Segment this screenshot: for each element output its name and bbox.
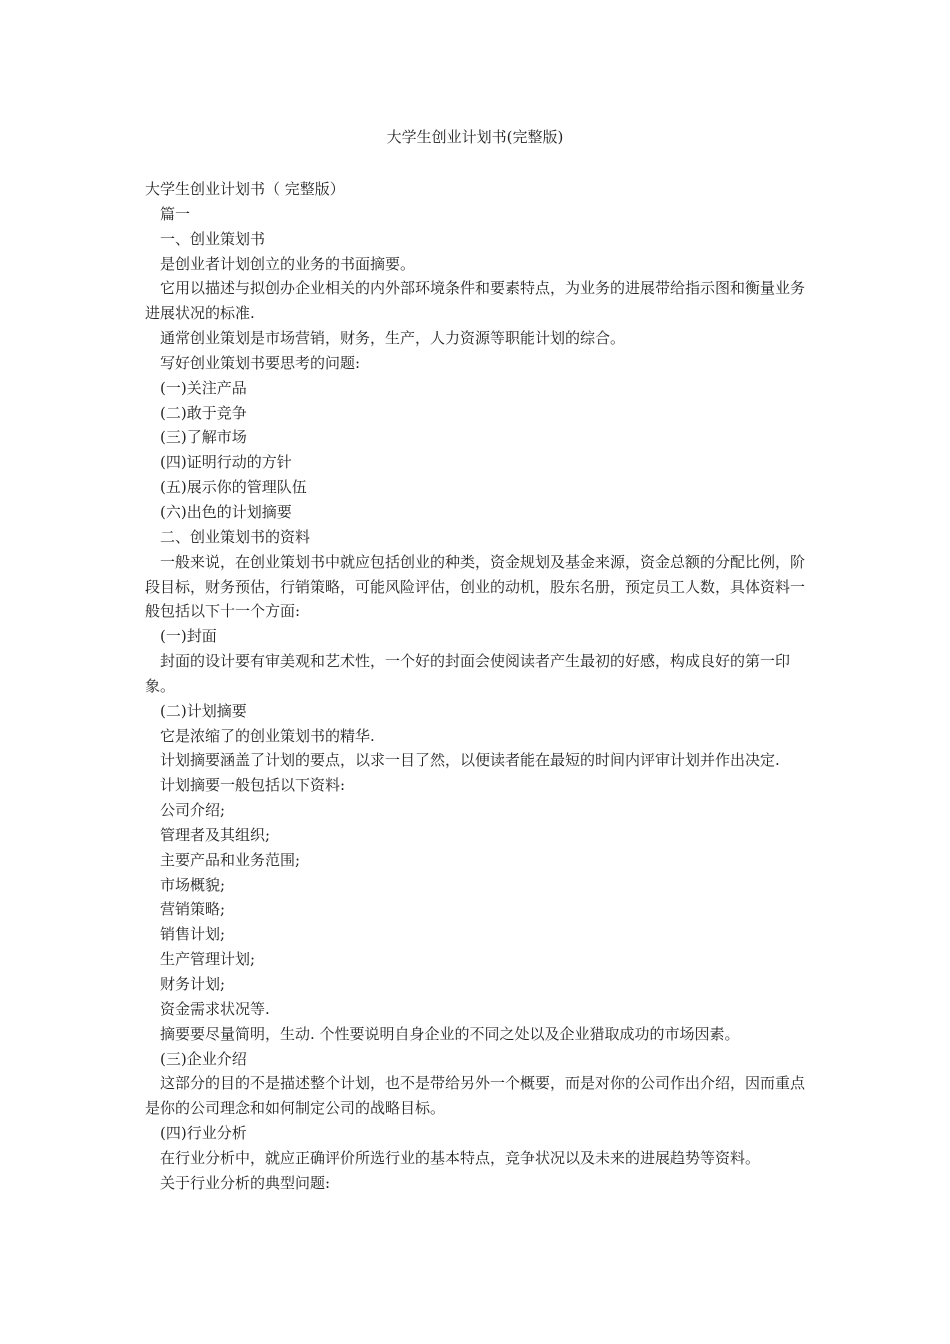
paragraph: (一)关注产品 (160, 378, 247, 397)
paragraph: 主要产品和业务范围; (160, 850, 301, 869)
paragraph: 销售计划; (160, 925, 226, 944)
paragraph: 二、创业策划书的资料 (160, 527, 311, 546)
paragraph: 营销策略; (160, 900, 226, 919)
paragraph: 生产管理计划; (160, 950, 256, 969)
paragraph: (一)封面 (160, 627, 217, 646)
paragraph: 一般来说，在创业策划书中就应包括创业的种类，资金规划及基金来源，资金总额的分配比例，阶段目标，财务预估，行销策略，可能风险评估，创业的动机，股东名册，预定员工人数，具体资料一般包括以下十一个方面: (145, 552, 806, 621)
document-title: 大学生创业计划书(完整版) (386, 128, 564, 146)
paragraph: 计划摘要一般包括以下资料: (160, 776, 346, 795)
paragraph: (五)展示你的管理队伍 (160, 478, 307, 497)
paragraph: 是创业者计划创立的业务的书面摘要。 (160, 254, 416, 273)
paragraph: 计划摘要涵盖了计划的要点，以求一目了然，以便读者能在最短的时间内评审计划并作出决定. (160, 751, 780, 770)
paragraph: (三)企业介绍 (160, 1049, 247, 1068)
paragraph: 它用以描述与拟创办企业相关的内外部环境条件和要素特点，为业务的进展带给指示图和衡量业务进展状况的标准. (145, 279, 806, 323)
paragraph: (四)证明行动的方针 (160, 453, 292, 472)
paragraph: (二)计划摘要 (160, 701, 247, 720)
paragraph: 封面的设计要有审美观和艺术性，一个好的封面会使阅读者产生最初的好感，构成良好的第一印象。 (145, 652, 791, 695)
paragraph: 财务计划; (160, 975, 226, 993)
paragraph: 在行业分析中，就应正确评价所选行业的基本特点，竞争状况以及未来的进展趋势等资料。 (160, 1148, 761, 1167)
paragraph: 资金需求状况等. (160, 999, 270, 1018)
paragraph: 通常创业策划是市场营销，财务，生产，人力资源等职能计划的综合。 (160, 329, 626, 348)
paragraph: (四)行业分析 (160, 1124, 247, 1143)
document-heading: 大学生创业计划书（ 完整版） (145, 180, 345, 198)
paragraph: 篇一 (160, 204, 191, 223)
paragraph: 关于行业分析的典型问题: (160, 1173, 331, 1192)
paragraph: 市场概貌; (160, 875, 226, 894)
paragraph: 一、创业策划书 (160, 229, 266, 248)
paragraph: 管理者及其组织; (160, 825, 271, 844)
paragraph: 写好创业策划书要思考的问题: (160, 353, 361, 372)
paragraph: 摘要要尽量简明，生动. 个性要说明自身企业的不同之处以及企业猎取成功的市场因素。 (160, 1024, 740, 1043)
paragraph: (六)出色的计划摘要 (160, 502, 292, 521)
document-body (145, 177, 805, 1196)
paragraph: 它是浓缩了的创业策划书的精华. (160, 726, 375, 745)
paragraph: 公司介绍; (160, 801, 226, 820)
paragraph: (三)了解市场 (160, 428, 247, 447)
paragraph: (二)敢于竞争 (160, 403, 247, 422)
paragraph: 这部分的目的不是描述整个计划，也不是带给另外一个概要，而是对你的公司作出介绍，因而重点是你的公司理念和如何制定公司的战略目标。 (145, 1074, 806, 1118)
